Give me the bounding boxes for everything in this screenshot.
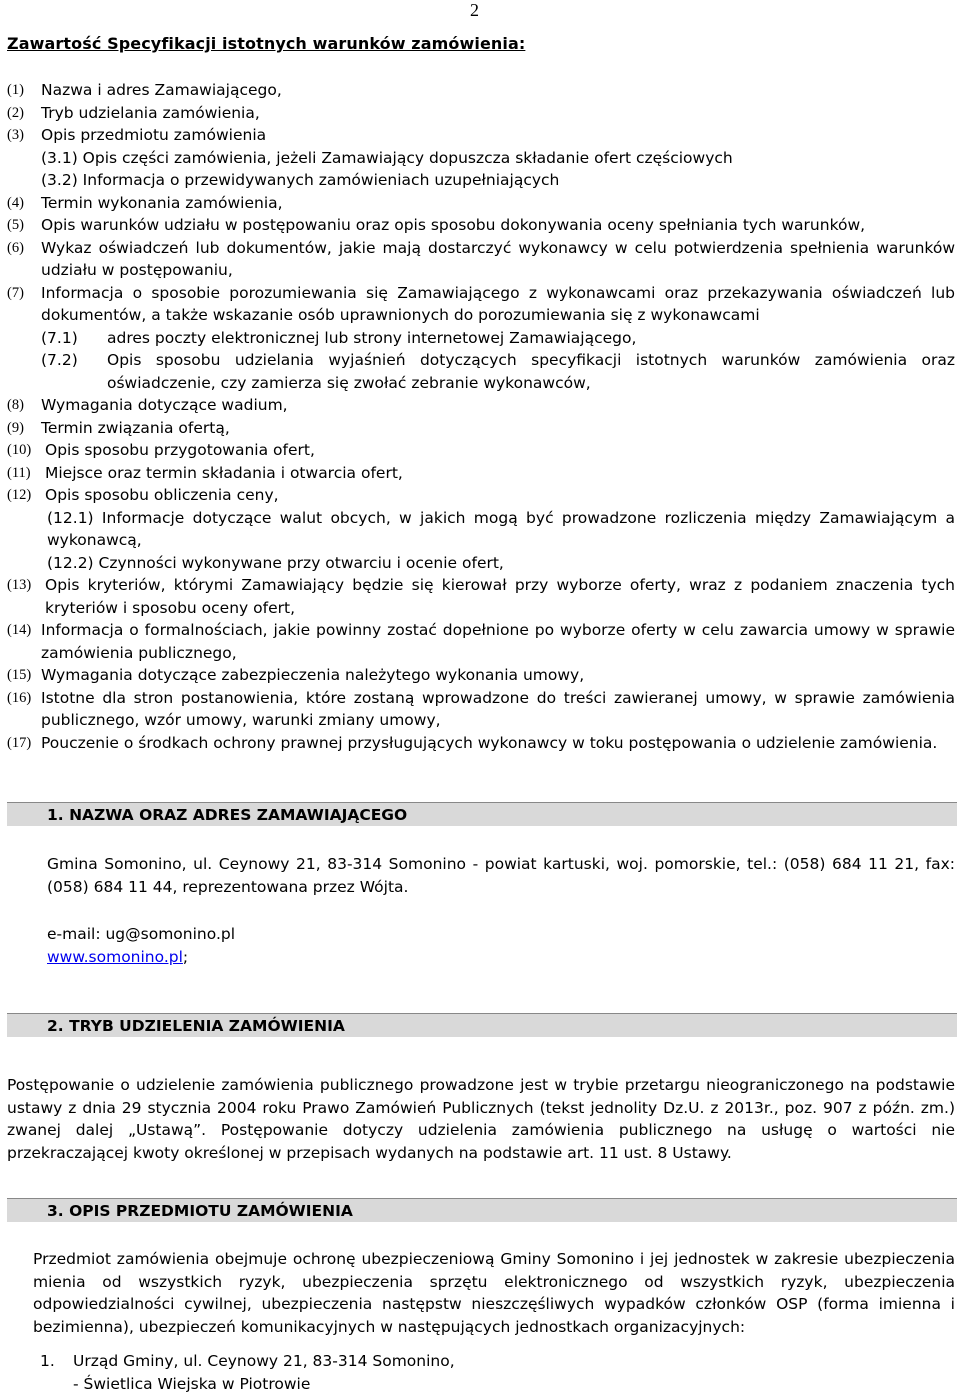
section-heading: 1. NAZWA ORAZ ADRES ZAMAWIAJĄCEGO	[47, 806, 408, 824]
list-item: (15) Wymagania dotyczące zabezpieczenia należytego wykonania umowy,	[7, 666, 585, 684]
section-heading: 2. TRYB UDZIELENIA ZAMÓWIENIA	[47, 1017, 345, 1035]
list-item: (13) Opis kryteriów, którymi Zamawiający będzie się kierował przy wyborze oferty, wraz z podaniem znaczenia tych kryteriów i sposobu oceny ofert,	[7, 576, 955, 617]
list-item: (2) Tryb udzielania zamówienia,	[7, 103, 260, 122]
list-item: (7.1) adres poczty elektronicznej lub strony internetowej Zamawiającego,	[41, 328, 637, 347]
list-item: (4) Termin wykonania zamówienia,	[7, 193, 283, 212]
list-item: (10) Opis sposobu przygotowania ofert,	[7, 441, 315, 459]
list-item: (8) Wymagania dotyczące wadium,	[7, 396, 288, 414]
list-item: (17) Pouczenie o środkach ochrony prawnej przysługujących wykonawcy w toku postępowania o udzielenie zamówienia.	[7, 733, 938, 752]
list-item: (12.2) Czynności wykonywane przy otwarciu i ocenie ofert,	[47, 553, 504, 572]
list-item: (12) Opis sposobu obliczenia ceny,	[7, 486, 279, 504]
list-item: (6) Wykaz oświadczeń lub dokumentów, jakie mają dostarczyć wykonawcy w celu potwierdzenia spełnienia warunków udziału w postępowaniu,	[7, 238, 955, 279]
list-item: (9) Termin związania ofertą,	[7, 418, 230, 437]
list-item: (7) Informacja o sposobie porozumiewania się Zamawiającego z wykonawcami oraz przekazywania oświadczeń lub dokumentów, a także wskazanie osób uprawnionych do porozumiewania się z wykonawcami	[7, 283, 955, 324]
contents-title: Zawartość Specyfikacji istotnych warunków zamówienia:	[7, 34, 526, 53]
address-paragraph: Gmina Somonino, ul. Ceynowy 21, 83-314 Somonino - powiat kartuski, woj. pomorskie, tel.: (058) 684 11 21, fax: (058) 684 11 44, reprezentowana przez Wójta.	[47, 855, 955, 896]
page-number: 2	[470, 0, 479, 20]
unit-list-item: Urząd Gminy, ul. Ceynowy 21, 83-314 Somonino,	[73, 1352, 455, 1370]
section-heading-bar	[7, 1013, 957, 1037]
section-heading-bar	[7, 1198, 957, 1222]
subject-paragraph: Przedmiot zamówienia obejmuje ochronę ubezpieczeniową Gminy Somonino i jej jednostek w zakresie ubezpieczenia mienia od wszystkich ryzyk, ubezpieczenia sprzętu elektronicznego od wszystkich ryzyk, ubezpieczenia odpowiedzialności cywilnej, ubezpieczenia następstw nieszczęśliwych wypadków członków OSP (forma imienna i bezimienna), ubezpieczeń komunikacyjnych w następujących jednostkach organizacyjnych:	[33, 1250, 955, 1336]
list-item: (12.1) Informacje dotyczące walut obcych, w jakich mogą być prowadzone rozliczenia między Zamawiającym a wykonawcą,	[47, 508, 955, 549]
list-item: (3.2) Informacja o przewidywanych zamówieniach uzupełniających	[41, 171, 560, 189]
list-item: (3.1) Opis części zamówienia, jeżeli Zamawiający dopuszcza składanie ofert częściowych	[41, 148, 733, 167]
list-item: (14) Informacja o formalnościach, jakie powinny zostać dopełnione po wyborze oferty w celu zawarcia umowy w sprawie zamówienia publicznego,	[7, 621, 955, 662]
list-item: (3) Opis przedmiotu zamówienia	[7, 126, 267, 144]
list-item: (5) Opis warunków udziału w postępowaniu oraz opis sposobu dokonywania oceny spełniania tych warunków,	[7, 216, 866, 234]
list-item: (16) Istotne dla stron postanowienia, które zostaną wprowadzone do treści zawieranej umowy, w sprawie zamówienia publicznego, wzór umowy, warunki zmiany umowy,	[7, 688, 955, 729]
section-heading-bar	[7, 802, 957, 826]
unit-list-number: 1.	[40, 1352, 55, 1370]
website-line: www.somonino.pl;	[47, 948, 189, 966]
email-line: e-mail: ug@somonino.pl	[47, 925, 236, 943]
list-item: (11) Miejsce oraz termin składania i otwarcia ofert,	[7, 463, 403, 482]
unit-list-subitem: - Świetlica Wiejska w Piotrowie	[73, 1375, 311, 1393]
list-item: (1) Nazwa i adres Zamawiającego,	[7, 81, 282, 99]
procedure-paragraph: Postępowanie o udzielenie zamówienia publicznego prowadzone jest w trybie przetargu nieograniczonego na podstawie ustawy z dnia 29 stycznia 2004 roku Prawo Zamówień Publicznych (tekst jednolity Dz.U. z 2013r., poz. 907 z późn. zm.) zwanej dalej „Ustawą”. Postępowanie dotyczy udzielenia zamówienia publicznego na usługę o wartości nie przekraczającej kwoty określonej w przepisach wydanych na podstawie art. 11 ust. 8 Ustawy.	[7, 1076, 955, 1162]
section-heading: 3. OPIS PRZEDMIOTU ZAMÓWIENIA	[47, 1202, 353, 1220]
list-item: (7.2) Opis sposobu udzielania wyjaśnień dotyczących specyfikacji istotnych warunków zamówienia oraz oświadczenie, czy zamierza się zwołać zebranie wykonawców,	[41, 351, 955, 392]
contents-list	[7, 79, 955, 754]
website-link[interactable]: www.somonino.pl	[47, 948, 183, 966]
